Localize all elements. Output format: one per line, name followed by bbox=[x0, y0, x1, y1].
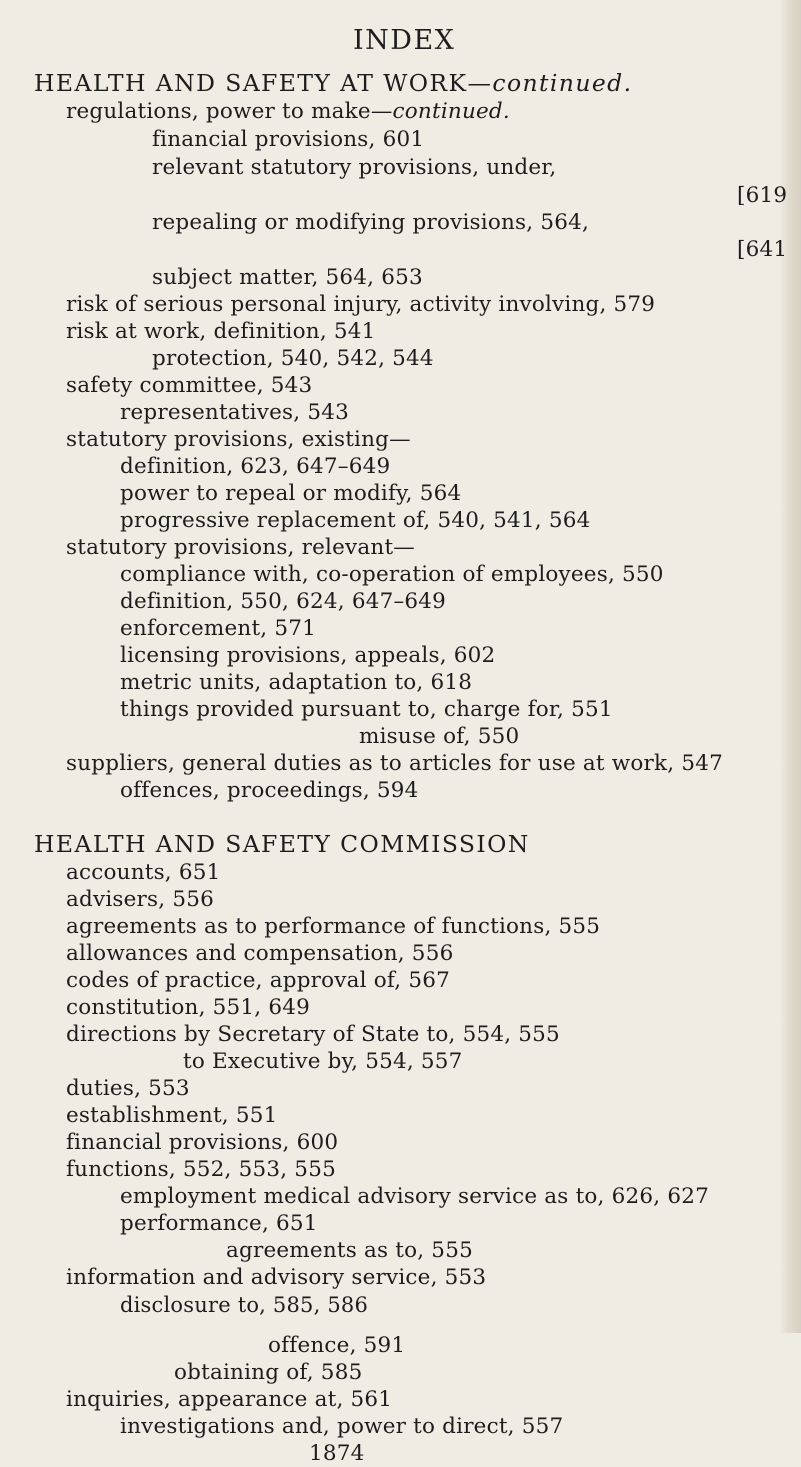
index-entry: to Executive by, 554, 557 bbox=[183, 1049, 463, 1074]
index-entry: licensing provisions, appeals, 602 bbox=[120, 643, 496, 668]
entry-regulations-power: regulations, power to make—continued. bbox=[66, 99, 510, 124]
index-entry: compliance with, co-operation of employees, 550 bbox=[120, 562, 664, 587]
index-entry: subject matter, 564, 653 bbox=[152, 265, 423, 290]
page-number: 1874 bbox=[309, 1441, 365, 1466]
index-entry: employment medical advisory service as to, 626, 627 bbox=[120, 1184, 709, 1209]
index-entry: offence, 591 bbox=[268, 1333, 406, 1358]
page-title: INDEX bbox=[353, 25, 456, 56]
index-entry: inquiries, appearance at, 561 bbox=[66, 1387, 393, 1412]
index-entry: financial provisions, 600 bbox=[66, 1130, 339, 1155]
index-entry: relevant statutory provisions, under, bbox=[152, 155, 557, 180]
index-entry: protection, 540, 542, 544 bbox=[152, 346, 434, 371]
index-entry-runover: [619 bbox=[737, 183, 788, 208]
index-entry: repealing or modifying provisions, 564, bbox=[152, 210, 590, 235]
index-entry: progressive replacement of, 540, 541, 564 bbox=[120, 508, 591, 533]
index-entry: constitution, 551, 649 bbox=[66, 995, 310, 1020]
index-entry: definition, 623, 647–649 bbox=[120, 454, 391, 479]
section-heading-health-safety-commission: HEALTH AND SAFETY COMMISSION bbox=[34, 830, 530, 858]
index-entry: duties, 553 bbox=[66, 1076, 190, 1101]
index-entry: functions, 552, 553, 555 bbox=[66, 1157, 336, 1182]
section-heading-health-safety-at-work: HEALTH AND SAFETY AT WORK—continued. bbox=[34, 69, 633, 97]
index-entry: codes of practice, approval of, 567 bbox=[66, 968, 451, 993]
index-entry: misuse of, 550 bbox=[359, 724, 520, 749]
index-entry: risk at work, definition, 541 bbox=[66, 319, 376, 344]
index-entry: obtaining of, 585 bbox=[174, 1360, 363, 1385]
index-entry: directions by Secretary of State to, 554, 555 bbox=[66, 1022, 560, 1047]
index-entry: agreements as to, 555 bbox=[226, 1238, 473, 1263]
index-entry: statutory provisions, relevant— bbox=[66, 535, 415, 560]
index-entry: performance, 651 bbox=[120, 1211, 318, 1236]
index-entry: financial provisions, 601 bbox=[152, 127, 425, 152]
index-entry: representatives, 543 bbox=[120, 400, 349, 425]
index-entry: enforcement, 571 bbox=[120, 616, 317, 641]
index-entry: offences, proceedings, 594 bbox=[120, 778, 419, 803]
index-entry-runover: [641 bbox=[737, 237, 788, 262]
index-entry: accounts, 651 bbox=[66, 860, 221, 885]
index-entry: safety committee, 543 bbox=[66, 373, 313, 398]
index-entry: metric units, adaptation to, 618 bbox=[120, 670, 473, 695]
index-entry: suppliers, general duties as to articles for use at work, 547 bbox=[66, 751, 723, 776]
index-entry: establishment, 551 bbox=[66, 1103, 278, 1128]
index-entry: risk of serious personal injury, activity involving, 579 bbox=[66, 292, 656, 317]
index-entry: agreements as to performance of functions, 555 bbox=[66, 914, 601, 939]
index-entry: statutory provisions, existing— bbox=[66, 427, 411, 452]
index-entry: power to repeal or modify, 564 bbox=[120, 481, 462, 506]
index-entry: information and advisory service, 553 bbox=[66, 1265, 487, 1290]
index-entry: advisers, 556 bbox=[66, 887, 214, 912]
index-entry: things provided pursuant to, charge for, 551 bbox=[120, 697, 613, 722]
index-entry: definition, 550, 624, 647–649 bbox=[120, 589, 447, 614]
index-entry: investigations and, power to direct, 557 bbox=[120, 1414, 564, 1439]
index-entry: allowances and compensation, 556 bbox=[66, 941, 454, 966]
index-entry: disclosure to, 585, 586 bbox=[120, 1293, 369, 1317]
